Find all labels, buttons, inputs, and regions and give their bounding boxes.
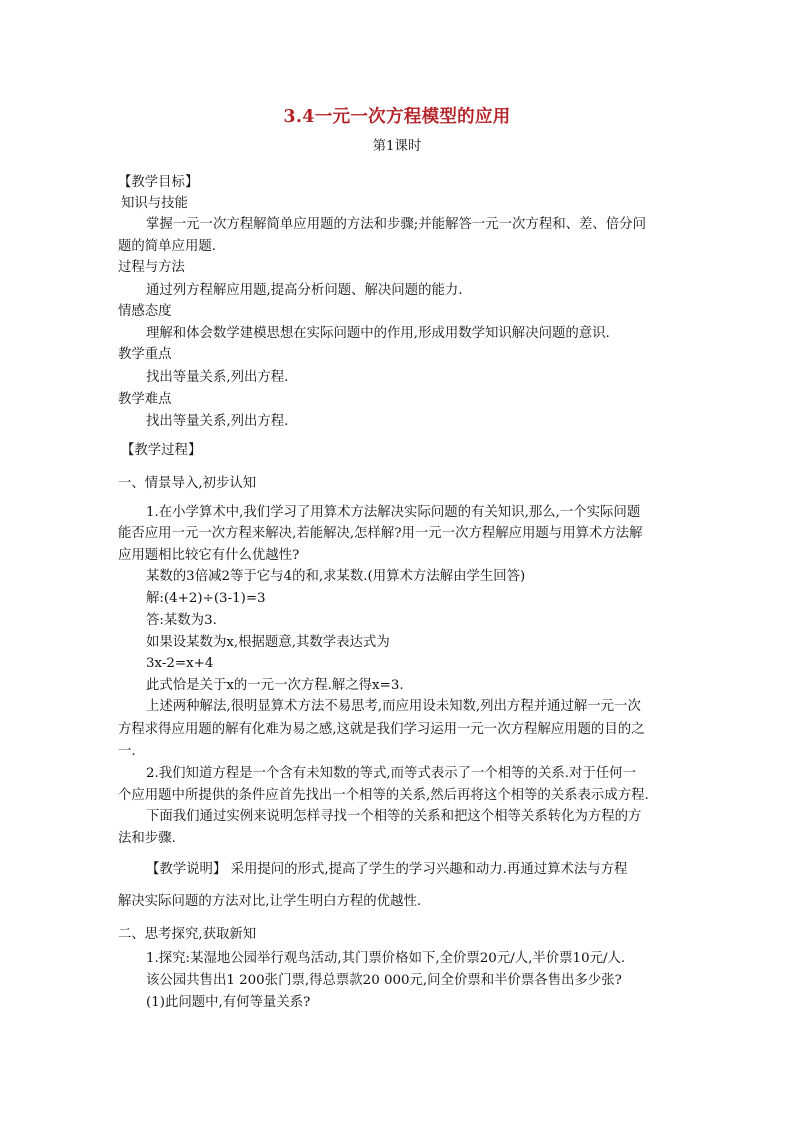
s1-paragraph-3-line-1: 2.我们知道方程是一个含有未知数的等式,而等式表示了一个相等的关系.对于任何一 (146, 766, 636, 781)
s1-paragraph-2-line-3: 一. (118, 744, 136, 759)
s1-paragraph-1-line-2: 能否应用一元一次方程来解决,若能解决,怎样解?用一元一次方程解应用题与用算术方法解 (118, 526, 643, 541)
s2-paragraph-1-line-1: 1.探究:某湿地公园举行观鸟活动,其门票价格如下,全价票20元/人,半价票10元/人. (146, 951, 626, 966)
s1-answer: 答:某数为3. (146, 613, 217, 628)
s1-arithmetic-solution: 解:(4+2)÷(3-1)=3 (146, 591, 266, 606)
goals-heading: 【教学目标】 (118, 175, 199, 190)
difficult-point-text: 找出等量关系,列出方程. (146, 414, 289, 429)
teaching-process-heading: 【教学过程】 (121, 443, 202, 458)
s1-equation-intro: 如果设某数为x,根据题意,其数学表达式为 (146, 635, 390, 650)
s1-paragraph-4-line-2: 法和步骤. (118, 831, 176, 846)
difficult-point-heading: 教学难点 (118, 392, 172, 407)
lesson-subtitle: 第1课时 (372, 139, 422, 154)
emotion-text: 理解和体会数学建模思想在实际问题中的作用,形成用数学知识解决问题的意识. (146, 326, 610, 341)
knowledge-heading: 知识与技能 (121, 196, 188, 211)
s1-paragraph-3-line-2: 个应用题中所提供的条件应首先找出一个相等的关系,然后再将这个相等的关系表示成方程. (118, 788, 649, 803)
s1-equation-solution: 此式恰是关于x的一元一次方程.解之得x=3. (146, 678, 404, 693)
teaching-note-line-1: 【教学说明】 采用提问的形式,提高了学生的学习兴趣和动力.再通过算术法与方程 (146, 862, 628, 877)
knowledge-text-line-1: 掌握一元一次方程解简单应用题的方法和步骤;并能解答一元一次方程和、差、倍分问 (146, 217, 646, 232)
teaching-note-line-2: 解决实际问题的方法对比,让学生明白方程的优越性. (118, 894, 422, 909)
s1-paragraph-1-line-3: 应用题相比较它有什么优越性? (118, 548, 300, 563)
s2-question-1: (1)此问题中,有何等量关系? (146, 995, 311, 1010)
s1-paragraph-2-line-2: 方程求得应用题的解有化难为易之感,这就是我们学习运用一元一次方程解应用题的目的之 (118, 722, 645, 737)
knowledge-text-line-2: 题的简单应用题. (118, 239, 216, 254)
key-point-text: 找出等量关系,列出方程. (146, 370, 289, 385)
s1-equation: 3x-2=x+4 (146, 656, 214, 671)
s1-paragraph-1-line-1: 1.在小学算术中,我们学习了用算术方法解决实际问题的有关知识,那么,一个实际问题 (146, 505, 641, 520)
process-text: 通过列方程解应用题,提高分析问题、解决问题的能力. (146, 283, 463, 298)
key-point-heading: 教学重点 (118, 347, 172, 362)
s1-question: 某数的3倍减2等于它与4的和,求某数.(用算术方法解由学生回答) (146, 569, 526, 584)
s1-paragraph-2-line-1: 上述两种解法,很明显算术方法不易思考,而应用设未知数,列出方程并通过解一元一次 (146, 699, 641, 714)
s1-paragraph-4-line-1: 下面我们通过实例来说明怎样寻找一个相等的关系和把这个相等关系转化为方程的方 (146, 809, 642, 824)
s2-paragraph-1-line-2: 该公园共售出1 200张门票,得总票款20 000元,问全价票和半价票各售出多少张? (146, 973, 622, 988)
page-title: 3.4一元一次方程模型的应用 (283, 107, 511, 127)
process-heading: 过程与方法 (118, 260, 185, 275)
emotion-heading: 情感态度 (118, 304, 172, 319)
section-2-heading: 二、思考探究,获取新知 (118, 927, 257, 942)
section-1-heading: 一、情景导入,初步认知 (118, 476, 257, 491)
